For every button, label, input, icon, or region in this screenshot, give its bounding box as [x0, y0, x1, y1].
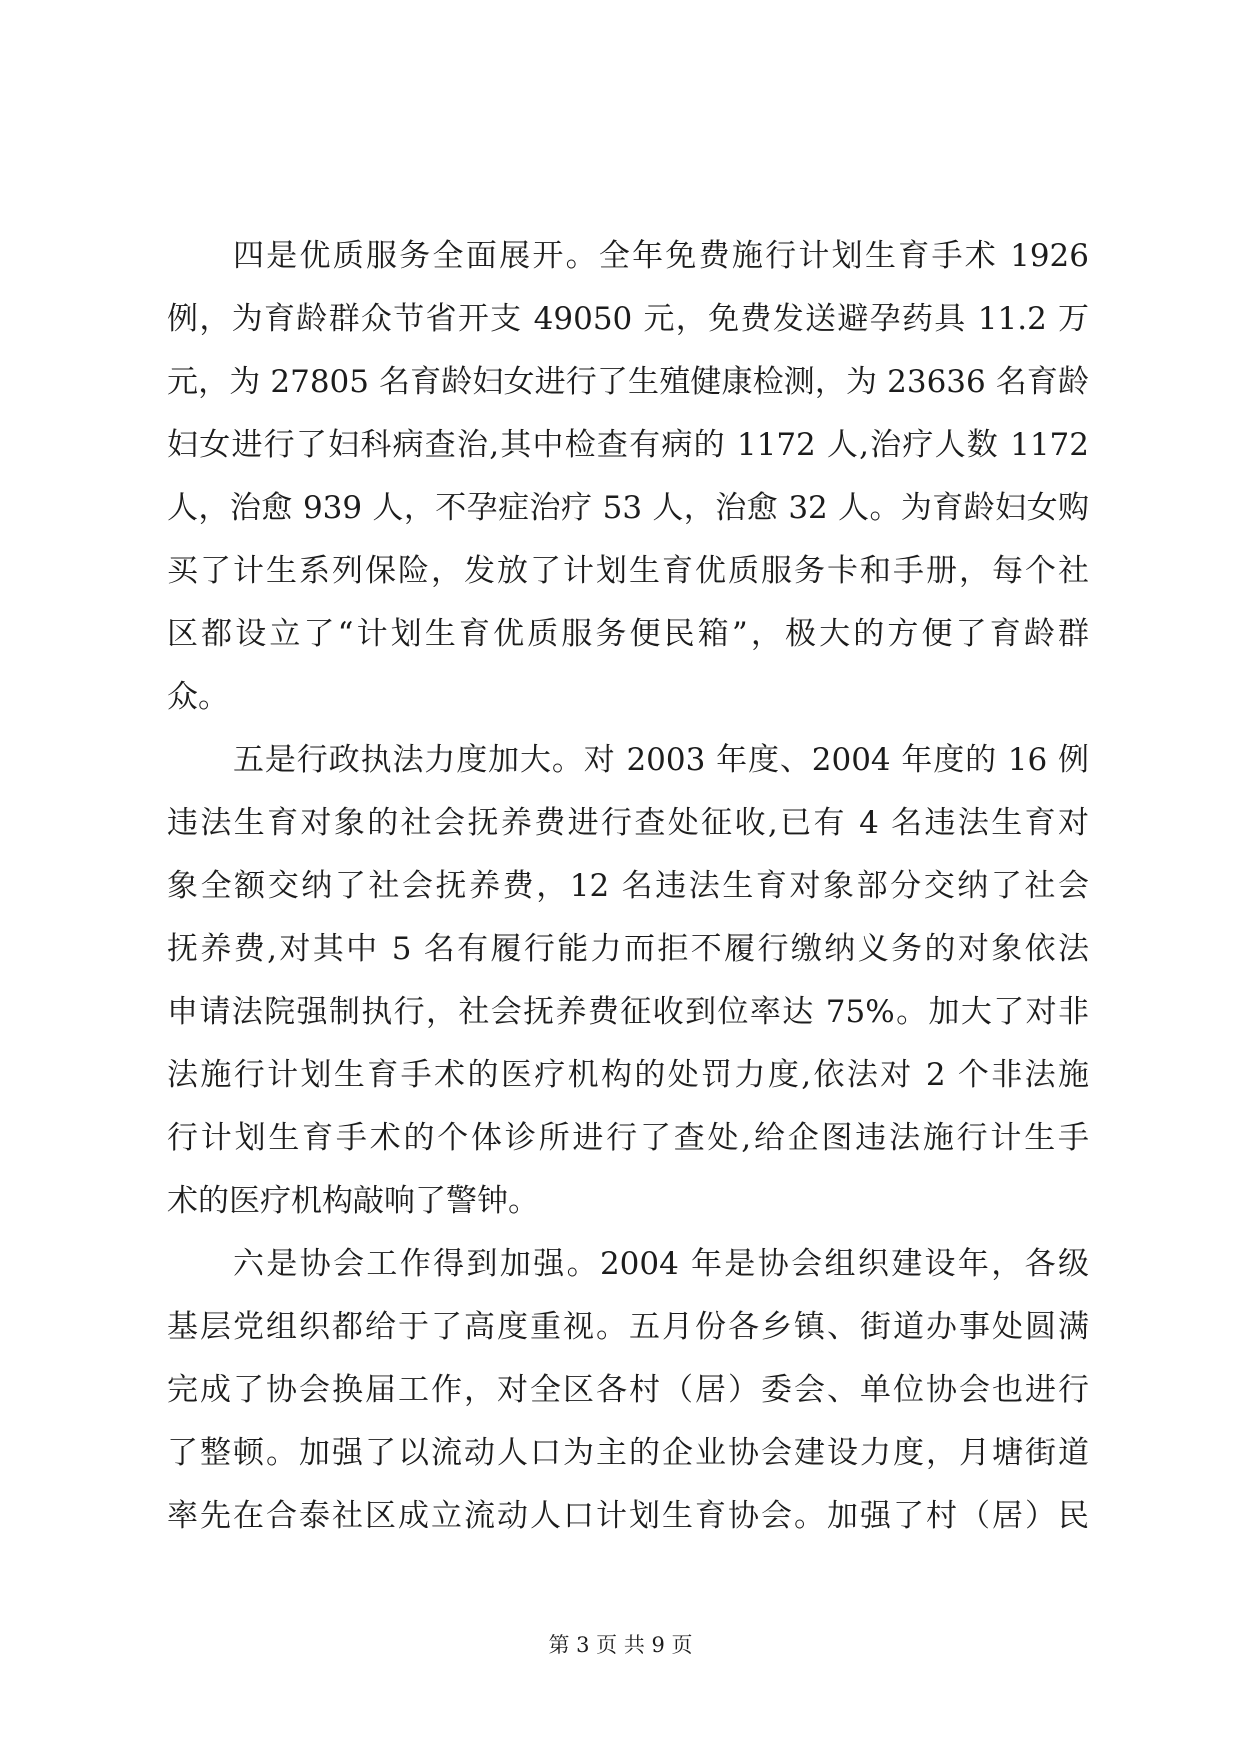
paragraph-line: 四是优质服务全面展开。全年免费施行计划生育手术 1926: [233, 238, 1089, 274]
paragraph-line: 买了计生系列保险，发放了计划生育优质服务卡和手册，每个社: [167, 553, 1089, 589]
document-body: [167, 225, 1089, 1548]
paragraph-line: 完成了协会换届工作，对全区各村（居）委会、单位协会也进行: [167, 1372, 1089, 1408]
paragraph-line: 象全额交纳了社会抚养费，12 名违法生育对象部分交纳了社会: [167, 868, 1089, 904]
paragraph-association-work: [167, 1233, 1089, 1548]
paragraph-line: 申请法院强制执行，社会抚养费征收到位率达 75%。加大了对非: [167, 994, 1089, 1030]
paragraph-line: 五是行政执法力度加大。对 2003 年度、2004 年度的 16 例: [233, 742, 1089, 778]
paragraph-line: 率先在合泰社区成立流动人口计划生育协会。加强了村（居）民: [167, 1498, 1089, 1534]
paragraph-line: 人，治愈 939 人，不孕症治疗 53 人，治愈 32 人。为育龄妇女购: [167, 490, 1089, 526]
paragraph-line: 六是协会工作得到加强。2004 年是协会组织建设年，各级: [233, 1246, 1089, 1282]
paragraph-line: 法施行计划生育手术的医疗机构的处罚力度,依法对 2 个非法施: [167, 1057, 1089, 1093]
paragraph-line: 区都设立了“计划生育优质服务便民箱”，极大的方便了育龄群: [167, 616, 1089, 652]
paragraph-law-enforcement: [167, 729, 1089, 1233]
paragraph-line: 例，为育龄群众节省开支 49050 元，免费发送避孕药具 11.2 万: [167, 301, 1089, 337]
paragraph-line: 基层党组织都给于了高度重视。五月份各乡镇、街道办事处圆满: [167, 1309, 1089, 1345]
paragraph-line: 违法生育对象的社会抚养费进行查处征收,已有 4 名违法生育对: [167, 805, 1089, 841]
paragraph-line: 抚养费,对其中 5 名有履行能力而拒不履行缴纳义务的对象依法: [167, 931, 1089, 967]
paragraph-quality-service: [167, 225, 1089, 729]
page-footer: 第 3 页 共 9 页: [548, 1633, 693, 1657]
paragraph-line: 元，为 27805 名育龄妇女进行了生殖健康检测，为 23636 名育龄: [167, 364, 1089, 400]
paragraph-line: 了整顿。加强了以流动人口为主的企业协会建设力度，月塘街道: [167, 1435, 1089, 1471]
paragraph-line: 行计划生育手术的个体诊所进行了查处,给企图违法施行计生手: [167, 1120, 1089, 1156]
paragraph-line: 术的医疗机构敲响了警钟。: [167, 1183, 539, 1219]
paragraph-line: 众。: [167, 679, 229, 715]
paragraph-line: 妇女进行了妇科病查治,其中检查有病的 1172 人,治疗人数 1172: [167, 427, 1089, 463]
